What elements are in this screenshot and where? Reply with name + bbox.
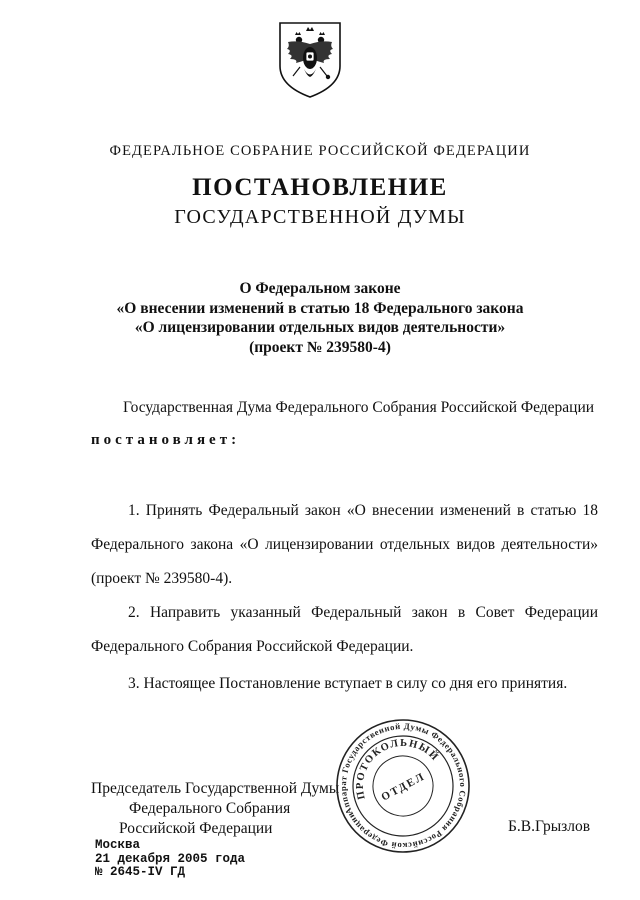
footer-city: Москва (95, 838, 141, 852)
signature-title-line: Российской Федерации (119, 820, 273, 837)
signature-title-line: Федерального Собрания (129, 800, 291, 817)
subject-line: «О внесении изменений в статью 18 Федерального закона (116, 299, 524, 317)
protocol-department-stamp (334, 717, 472, 855)
intro-text: Государственная Дума Федерального Собрания Российской Федерации (123, 399, 595, 416)
subject-line: О Федеральном законе (239, 280, 401, 297)
footer-date: 21 декабря 2005 года (95, 851, 246, 866)
subject-line: «О лицензировании отдельных видов деятельности» (134, 319, 506, 336)
footer-number: № 2645-IV ГД (95, 865, 186, 879)
document-title: ПОСТАНОВЛЕНИЕ (192, 174, 448, 201)
stamp-outer-text: Аппарат Государственной Думы Федерального Собрания Российской Федерации (337, 720, 469, 852)
stamp-center-text: ОТДЕЛ (379, 770, 428, 804)
document-subtitle: ГОСУДАРСТВЕННОЙ ДУМЫ (174, 206, 466, 228)
signature-block (91, 779, 339, 839)
item-1-line-3: (проект № 239580-4). (91, 570, 233, 587)
subject-block (0, 279, 640, 357)
item-2-line-2: Федерального Собрания Российской Федерации. (91, 638, 414, 655)
footer-block (95, 839, 245, 880)
decree-word: постановляет: (91, 432, 241, 448)
signatory-name: Б.В.Грызлов (508, 818, 591, 835)
assembly-name: ФЕДЕРАЛЬНОЕ СОБРАНИЕ РОССИЙСКОЙ ФЕДЕРАЦИИ (109, 143, 531, 159)
signature-title-line: Председатель Государственной Думы (91, 780, 340, 797)
subject-line: (проект № 239580-4) (249, 338, 391, 356)
item-1-line-2: Федерального закона «О лицензировании отдельных видов деятельности» (91, 536, 598, 553)
item-2-line-1: 2. Направить указанный Федеральный закон в Совет Федерации (128, 604, 598, 621)
stamp-inner-text: ПРОТОКОЛЬНЫЙ (354, 737, 441, 801)
russian-double-headed-eagle-icon (276, 20, 344, 100)
item-3-line-1: 3. Настоящее Постановление вступает в силу со дня его принятия. (128, 675, 568, 692)
item-1-line-1: 1. Принять Федеральный закон «О внесении изменений в статью 18 (128, 502, 598, 519)
